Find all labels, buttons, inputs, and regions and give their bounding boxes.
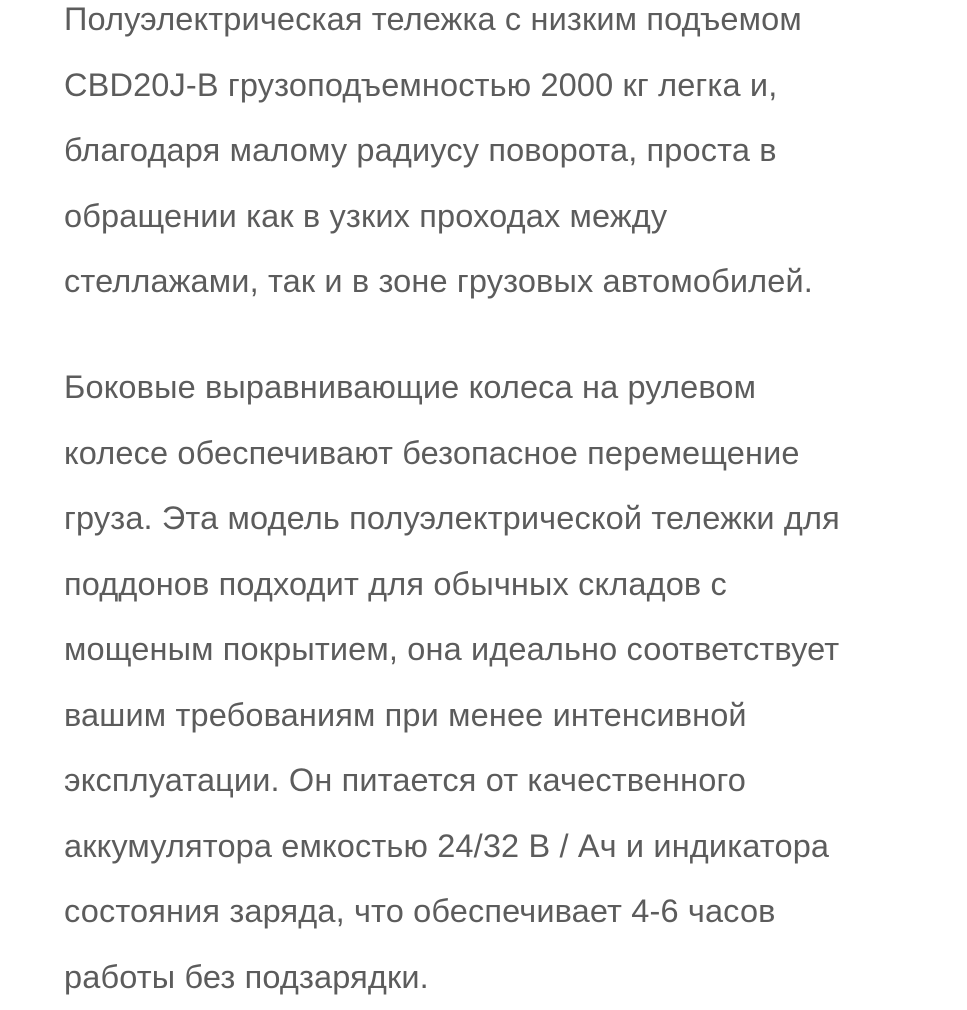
text-line: обращении как в узких проходах между <box>64 184 813 250</box>
paragraph-details <box>64 355 840 1010</box>
text-line: работы без подзарядки. <box>64 945 840 1010</box>
text-line: стеллажами, так и в зоне грузовых автомобилей. <box>64 249 813 315</box>
text-line: мощеным покрытием, она идеально соответствует <box>64 617 840 683</box>
text-line: вашим требованиям при менее интенсивной <box>64 683 840 749</box>
text-line: колесе обеспечивают безопасное перемещение <box>64 421 840 487</box>
text-line: CBD20J-B грузоподъемностью 2000 кг легка и, <box>64 53 813 119</box>
text-line: груза. Эта модель полуэлектрической тележки для <box>64 486 840 552</box>
text-line: благодаря малому радиусу поворота, проста в <box>64 118 813 184</box>
paragraph-intro <box>64 0 813 315</box>
text-line: поддонов подходит для обычных складов с <box>64 552 840 618</box>
text-line: Полуэлектрическая тележка с низким подъемом <box>64 0 813 53</box>
text-line: состояния заряда, что обеспечивает 4-6 часов <box>64 879 840 945</box>
text-line: эксплуатации. Он питается от качественного <box>64 748 840 814</box>
text-line: аккумулятора емкостью 24/32 В / Ач и индикатора <box>64 814 840 880</box>
text-line: Боковые выравнивающие колеса на рулевом <box>64 355 840 421</box>
